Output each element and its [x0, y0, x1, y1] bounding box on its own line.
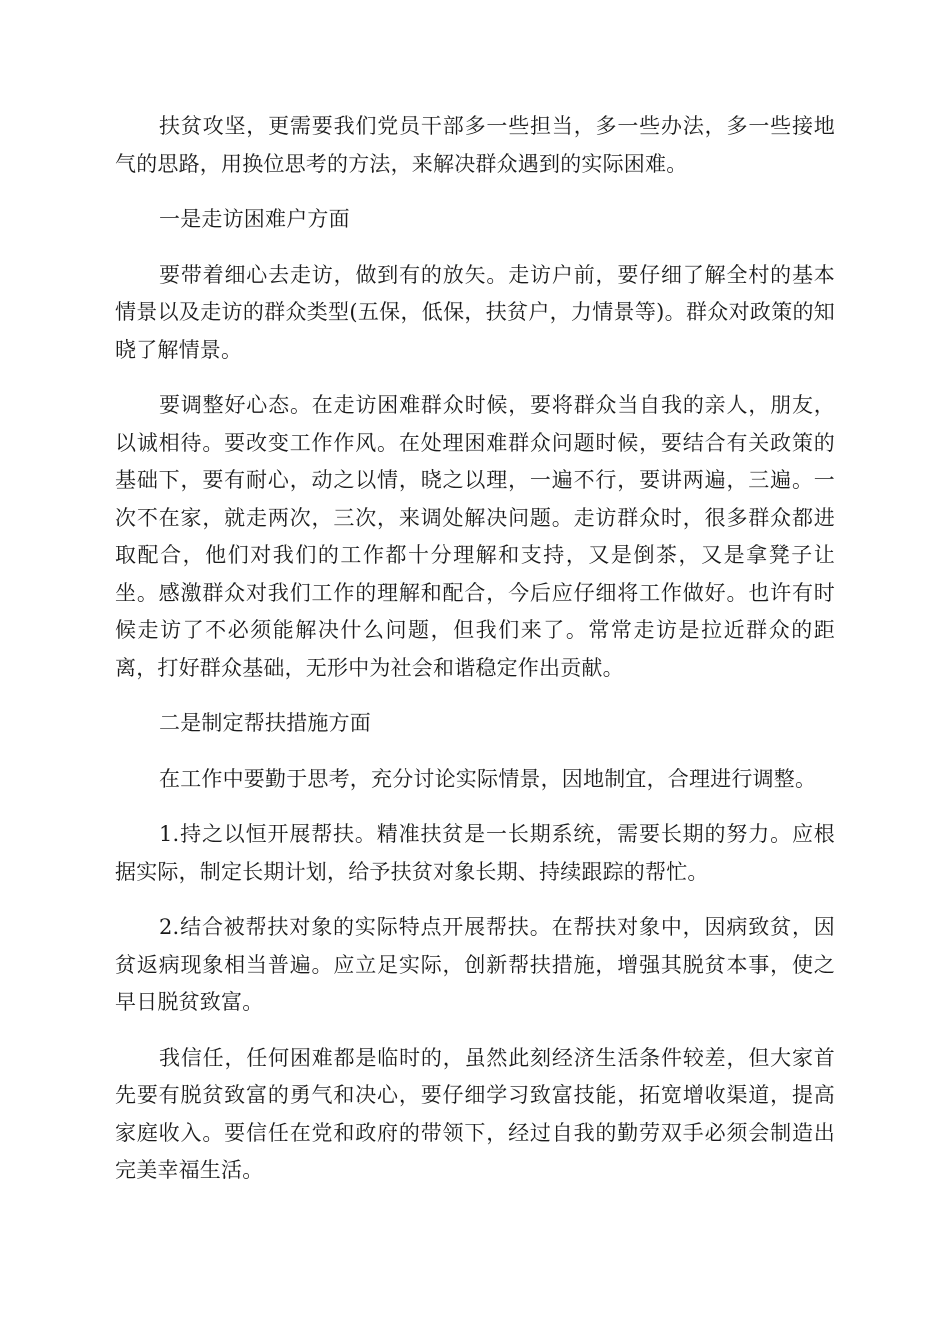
document-page	[115, 108, 835, 1208]
paragraph-conclusion: 我信任，任何困难都是临时的，虽然此刻经济生活条件较差，但大家首先要有脱贫致富的勇气和决心，要仔细学习致富技能，拓宽增收渠道，提高家庭收入。要信任在党和政府的带领下，经过自我的勤劳双手必须会制造出完美幸福生活。	[115, 1045, 835, 1182]
paragraph-visit-preparation: 要带着细心去走访，做到有的放矢。走访户前，要仔细了解全村的基本情景以及走访的群众类型(五保，低保，扶贫户，力情景等)。群众对政策的知晓了解情景。	[115, 262, 835, 362]
paragraph-attitude: 要调整好心态。在走访困难群众时候，要将群众当自我的亲人，朋友，以诚相待。要改变工作作风。在处理困难群众问题时候，要结合有关政策的基础下，要有耐心，动之以情，晓之以理，一遍不行，要讲两遍，三遍。一次不在家，就走两次，三次，来调处解决问题。走访群众时，很多群众都进取配合，他们对我们的工作都十分理解和支持，又是倒茶，又是拿凳子让坐。感激群众对我们工作的理解和配合，今后应仔细将工作做好。也许有时候走访了不必须能解决什么问题，但我们来了。常常走访是拉近群众的距离，打好群众基础，无形中为社会和谐稳定作出贡献。	[115, 393, 835, 680]
paragraph-intro: 扶贫攻坚，更需要我们党员干部多一些担当，多一些办法，多一些接地气的思路，用换位思考的方法，来解决群众遇到的实际困难。	[115, 114, 835, 176]
section-heading-visits: 一是走访困难户方面	[159, 207, 350, 231]
paragraph-measure-1: 1.持之以恒开展帮扶。精准扶贫是一长期系统，需要长期的努力。应根据实际，制定长期计划，给予扶贫对象长期、持续跟踪的帮忙。	[115, 822, 835, 884]
paragraph-measure-2: 2.结合被帮扶对象的实际特点开展帮扶。在帮扶对象中，因病致贫，因贫返病现象相当普遍。应立足实际，创新帮扶措施，增强其脱贫本事，使之早日脱贫致富。	[115, 915, 835, 1014]
paragraph-measures-intro: 在工作中要勤于思考，充分讨论实际情景，因地制宜，合理进行调整。	[159, 766, 817, 791]
section-heading-measures: 二是制定帮扶措施方面	[159, 711, 371, 735]
